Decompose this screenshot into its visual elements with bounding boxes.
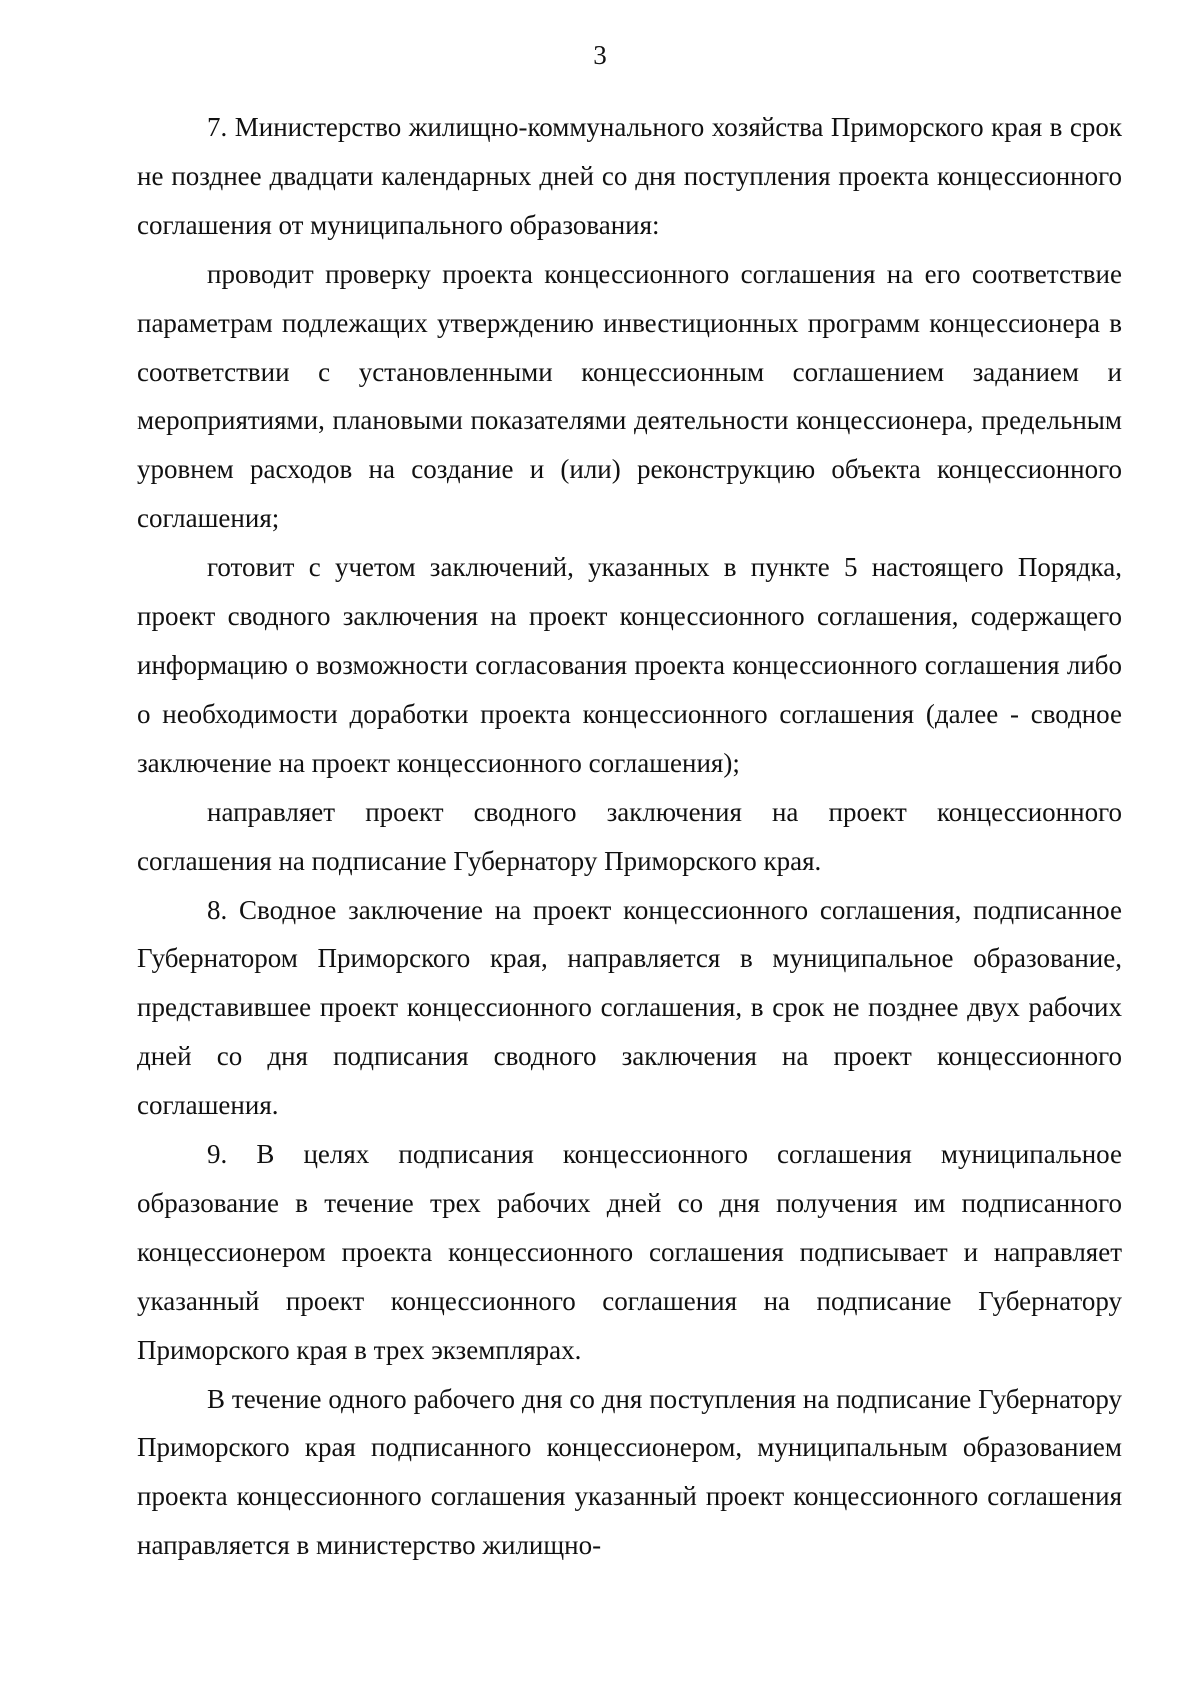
paragraph-7-send: направляет проект сводного заключения на проект концессионного соглашения на подписание Губернатору Приморского края. [137, 796, 1122, 876]
paragraph-8: 8. Сводное заключение на проект концессионного соглашения, подписанное Губернатором Приморского края, направляется в муниципальное образование, представившее проект концессионного соглашения, в срок не позднее двух рабочих дней со дня подписания сводного заключения на проект концессионного соглашения. [137, 894, 1122, 1121]
paragraph-7: 7. Министерство жилищно-коммунального хозяйства Приморского края в срок не позднее двадцати календарных дней со дня поступления проекта концессионного соглашения от муниципального образования: [137, 112, 1122, 240]
paragraph-9: 9. В целях подписания концессионного соглашения муниципальное образование в течение трех рабочих дней со дня получения им подписанного концессионером проекта концессионного соглашения подписывает и направляет указанный проект концессионного соглашения на подписание Губернатору Приморского края в трех экземплярах. [137, 1139, 1122, 1365]
page-number: 3 [593, 40, 607, 70]
paragraph-9-continued: В течение одного рабочего дня со дня поступления на подписание Губернатору Приморского края подписанного концессионером, муниципальным образованием проекта концессионного соглашения указанный проект концессионного соглашения направляется в министерство жилищно- [137, 1383, 1122, 1561]
document-body [137, 103, 1122, 1570]
paragraph-7-prepare: готовит с учетом заключений, указанных в пункте 5 настоящего Порядка, проект сводного заключения на проект концессионного соглашения, содержащего информацию о возможности согласования проекта концессионного соглашения либо о необходимости доработки проекта концессионного соглашения (далее - сводное заключение на проект концессионного соглашения); [137, 552, 1122, 778]
paragraph-7-check: проводит проверку проекта концессионного соглашения на его соответствие параметрам подлежащих утверждению инвестиционных программ концессионера в соответствии с установленными концессионным соглашением заданием и мероприятиями, плановыми показателями деятельности концессионера, предельным уровнем расходов на создание и (или) реконструкцию объекта концессионного соглашения; [137, 258, 1122, 534]
